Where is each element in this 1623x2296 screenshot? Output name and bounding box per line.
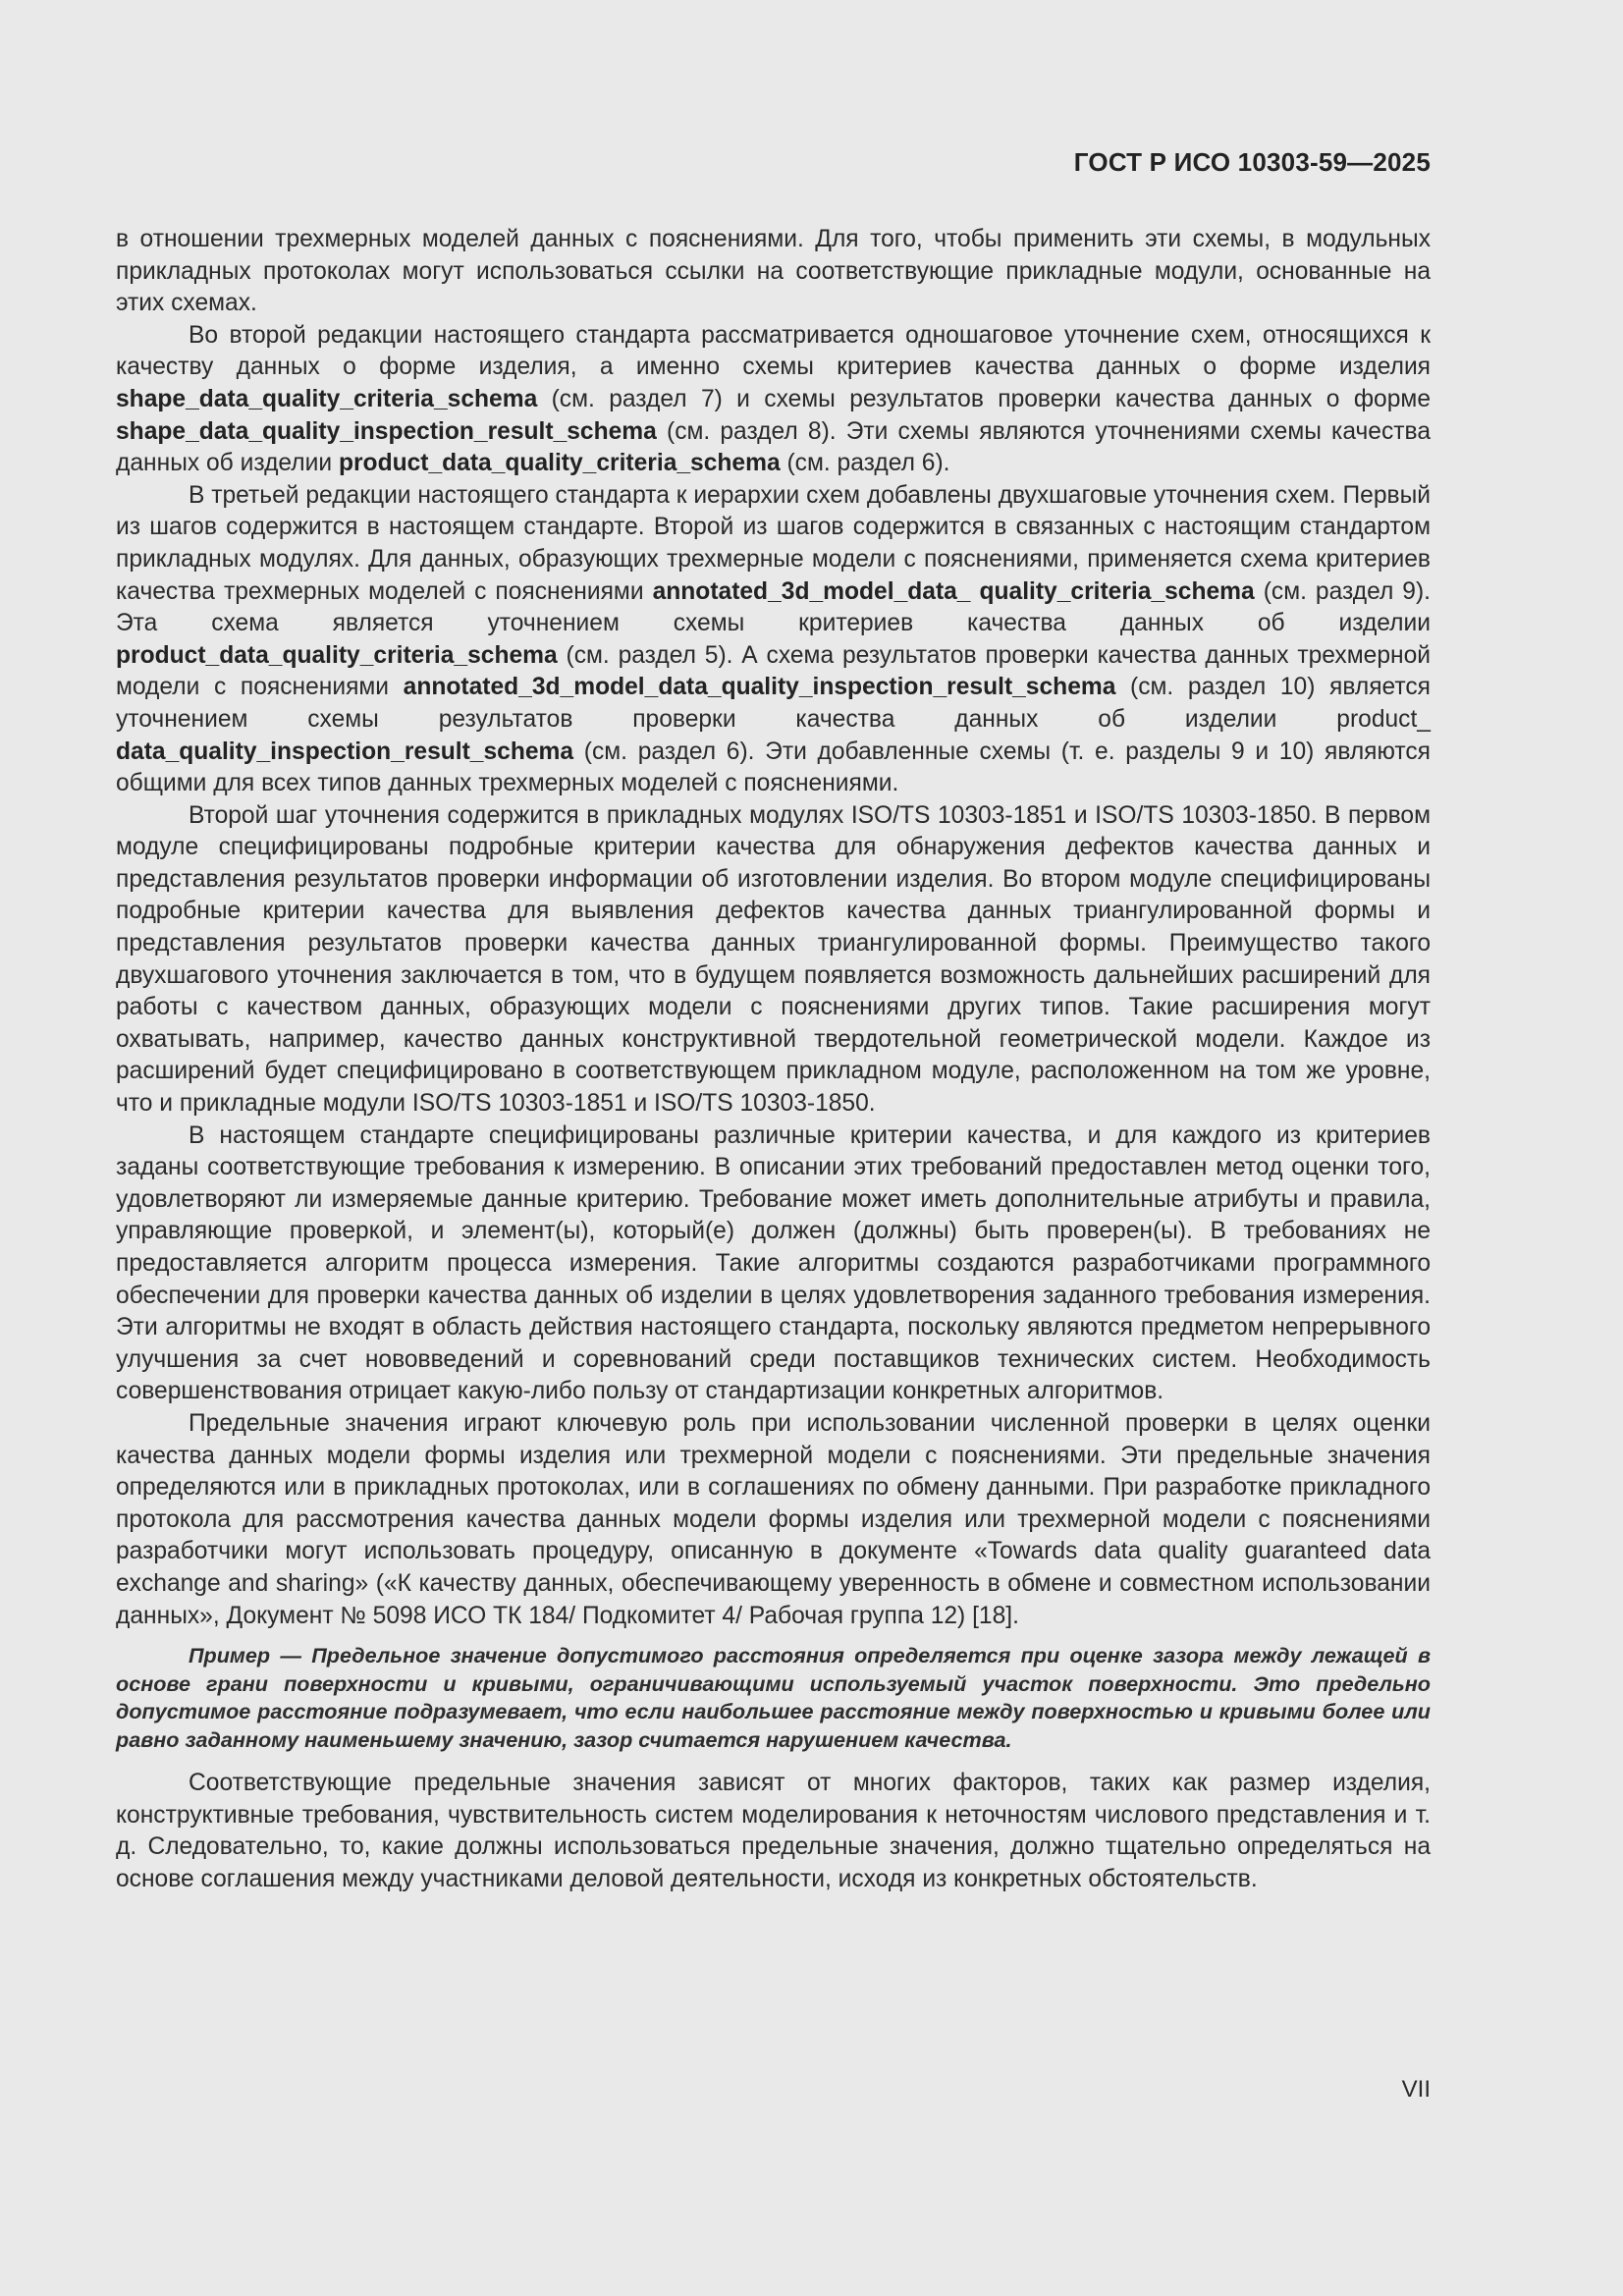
paragraph-text: (см. раздел 6). Эти добавленные схемы (т. е. разделы 9 и 10) являются общими для всех типов данных трехмерных моделей с пояснениями. <box>116 738 1431 797</box>
paragraph-text: Во второй редакции настоящего стандарта рассматривается одношаговое уточнение схем, относящихся к качеству данных о форме изделия, а именно схемы критериев качества данных о форме изделия <box>116 321 1431 381</box>
document-header: ГОСТ Р ИСО 10303-59—2025 <box>1073 147 1431 177</box>
schema-name: data_quality_inspection_result_schema <box>116 738 574 765</box>
paragraph-criteria <box>116 1121 1431 1408</box>
schema-name: annotated_3d_model_data_ quality_criteria_schema <box>652 577 1255 605</box>
paragraph-limit-values <box>116 1408 1431 1632</box>
paragraph-text: Предельные значения играют ключевую роль при использовании численной проверки в целях оценки качества данных модели формы изделия или трехмерной модели с пояснениями. Эти предельные значения определяются или в прикладных протоколах, или в соглашениях по обмену данными. При разработке прикладного протокола для рассмотрения качества данных модели формы изделия или трехмерной модели с пояснениями разработчики могут использовать процедуру, описанную в документе «Towards data quality guaranteed data exchange and sharing» («К качеству данных, обеспечивающему уверенность в обмене и совместном использовании данных», Документ № 5098 ИСО ТК 184/ Подкомитет 4/ Рабочая группа 12) [18]. <box>116 1409 1431 1629</box>
paragraph-text: (см. раздел 7) и схемы результатов проверки качества данных о форме <box>537 385 1431 412</box>
paragraph-text: (см. раздел 6). <box>780 450 950 477</box>
schema-name: annotated_3d_model_data_quality_inspection_result_schema <box>403 674 1116 701</box>
paragraph-conclusion <box>116 1768 1431 1895</box>
example-note <box>116 1642 1431 1754</box>
document-body <box>116 224 1431 1896</box>
paragraph-text: (см. раздел 8). Эти схемы являются уточнениями схемы качества данных об изделии <box>116 417 1431 477</box>
paragraph-continuation <box>116 224 1431 320</box>
paragraph-text: в отношении трехмерных моделей данных с пояснениями. Для того, чтобы применить эти схемы, в модульных прикладных протоколах могут использоваться ссылки на соответствующие прикладные модули, основанные на этих схемах. <box>116 226 1431 317</box>
page-number: VII <box>1401 2076 1431 2103</box>
paragraph-text: В третьей редакции настоящего стандарта к иерархии схем добавлены двухшаговые уточнения схем. Первый из шагов содержится в настоящем стандарте. Второй из шагов содержится в связанных с настоящим стандартом прикладных модулях. Для данных, образующих трехмерные модели с пояснениями, применяется схема критериев качества трехмерных моделей с пояснениями <box>116 481 1431 605</box>
paragraph-text: (см. раздел 10) является уточнением схемы результатов проверки качества данных об изделии product_ <box>116 674 1431 733</box>
paragraph-text: Соответствующие предельные значения зависят от многих факторов, таких как размер изделия, конструктивные требования, чувствительность систем моделирования к неточностям числового представления и т. д. Следовательно, то, какие должны использоваться предельные значения, должно тщательно определяться на основе соглашения между участниками деловой деятельности, исходя из конкретных обстоятельств. <box>116 1770 1431 1892</box>
schema-name: product_data_quality_criteria_schema <box>338 450 781 477</box>
paragraph-text: В настоящем стандарте специфицированы различные критерии качества, и для каждого из критериев заданы соответствующие требования к измерению. В описании этих требований предоставлен метод оценки того, удовлетворяют ли измеряемые данные критерию. Требование может иметь дополнительные атрибуты и правила, управляющие проверкой, и элемент(ы), который(е) должен (должны) быть проверен(ы). В требованиях не предоставляется алгоритм процесса измерения. Такие алгоритмы создаются разработчиками программного обеспечении для проверки качества данных об изделии в целях удовлетворения заданного требования измерения. Эти алгоритмы не входят в область действия настоящего стандарта, поскольку являются предметом непрерывного улучшения за счет нововведений и соревнований среди поставщиков технических систем. Необходимость совершенствования отрицает какую-либо пользу от стандартизации конкретных алгоритмов. <box>116 1121 1431 1405</box>
paragraph-third-edition <box>116 480 1431 800</box>
schema-name: shape_data_quality_inspection_result_schema <box>116 417 657 445</box>
example-text: Пример — Предельное значение допустимого расстояния определяется при оценке зазора между лежащей в основе грани поверхности и кривыми, ограничивающими используемый участок поверхности. Это предельно допустимое расстояние подразумевает, что если наибольшее расстояние между поверхностью и кривыми более или равно заданному наименьшему значению, зазор считается нарушением качества. <box>116 1643 1431 1752</box>
paragraph-second-edition <box>116 320 1431 480</box>
paragraph-text: (см. раздел 5). А схема результатов проверки качества данных трехмерной модели с пояснениями <box>116 641 1431 701</box>
paragraph-text: Второй шаг уточнения содержится в прикладных модулях ISO/TS 10303-1851 и ISO/TS 10303-1850. В первом модуле специфицированы подробные критерии качества для обнаружения дефектов качества данных и представления результатов проверки информации об изготовлении изделия. Во втором модуле специфицированы подробные критерии качества для выявления дефектов качества данных триангулированной формы и представления результатов проверки качества данных триангулированной формы. Преимущество такого двухшагового уточнения заключается в том, что в будущем появляется возможность дальнейших расширений для работы с качеством данных, образующих модели с пояснениями других типов. Такие расширения могут охватывать, например, качество данных конструктивной твердотельной геометрической модели. Каждое из расширений будет специфицировано в соответствующем прикладном модуле, расположенном на том же уровне, что и прикладные модули ISO/TS 10303-1851 и ISO/TS 10303-1850. <box>116 801 1431 1118</box>
schema-name: product_data_quality_criteria_schema <box>116 641 558 669</box>
paragraph-text: (см. раздел 9). Эта схема является уточнением схемы критериев качества данных об изделии <box>116 577 1432 637</box>
schema-name: shape_data_quality_criteria_schema <box>116 385 538 412</box>
paragraph-second-step <box>116 800 1431 1121</box>
